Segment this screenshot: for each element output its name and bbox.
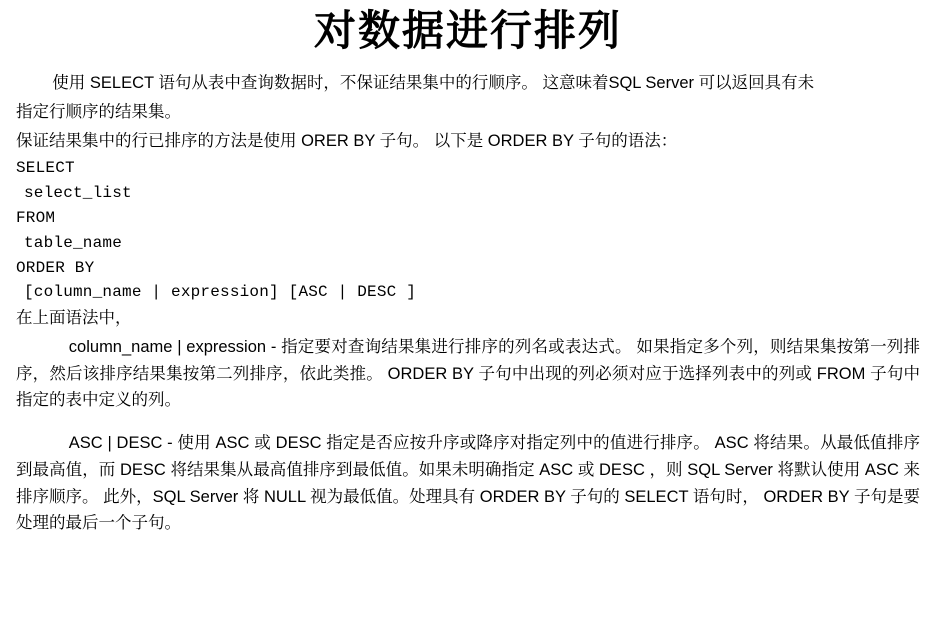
paragraph-asc-desc-description: ASC | DESC - 使用 ASC 或 DESC 指定是否应按升序或降序对指定列中的值进行排序。 ASC 将结果。从最低值排序到最高值，而 DESC 将结果集从最高值排序到最低值。如果未明确指定 ASC 或 DESC ，则 SQL Server 将默认使用 ASC 来排序顺序。 此外，SQL Server 将 NULL 视为最低值。处理具有 ORDER BY 子句的 SELECT 语句时， ORDER BY 子句是要处理的最后一个子句。 [16,434,920,533]
section-spacer [16,416,920,430]
paragraph-intro-1: 使用 SELECT 语句从表中查询数据时，不保证结果集中的行顺序。 这意味着SQL Server 可以返回具有未 [52,74,815,93]
paragraph-column-description: column_name | expression - 指定要对查询结果集进行排序的列名或表达式。 如果指定多个列，则结果集按第一列排序，然后该排序结果集按第二列排序，依此类推。 ORDER BY 子句中出现的列必须对应于选择列表中的列或 FROM 子句中指定的表中定义的列。 [16,337,920,410]
document-body [0,70,936,537]
paragraph-intro-2: 指定行顺序的结果集。 [16,103,181,122]
code-line-from: FROM [16,209,56,228]
code-line-select: SELECT [16,159,75,178]
code-line-select-list: select_list [24,184,132,203]
code-line-table-name: table_name [24,233,123,252]
paragraph-intro-3: 保证结果集中的行已排序的方法是使用 ORER BY 子句。 以下是 ORDER BY 子句的语法： [16,131,678,150]
document-page [0,8,936,643]
paragraph-syntax-lead: 在上面语法中， [16,309,132,328]
code-line-order-by: ORDER BY [16,258,95,277]
page-title: 对数据进行排列 [313,9,622,55]
sql-syntax-code-block [16,156,920,305]
code-line-column-list: [column_name | expression] [ASC | DESC ] [24,283,417,302]
